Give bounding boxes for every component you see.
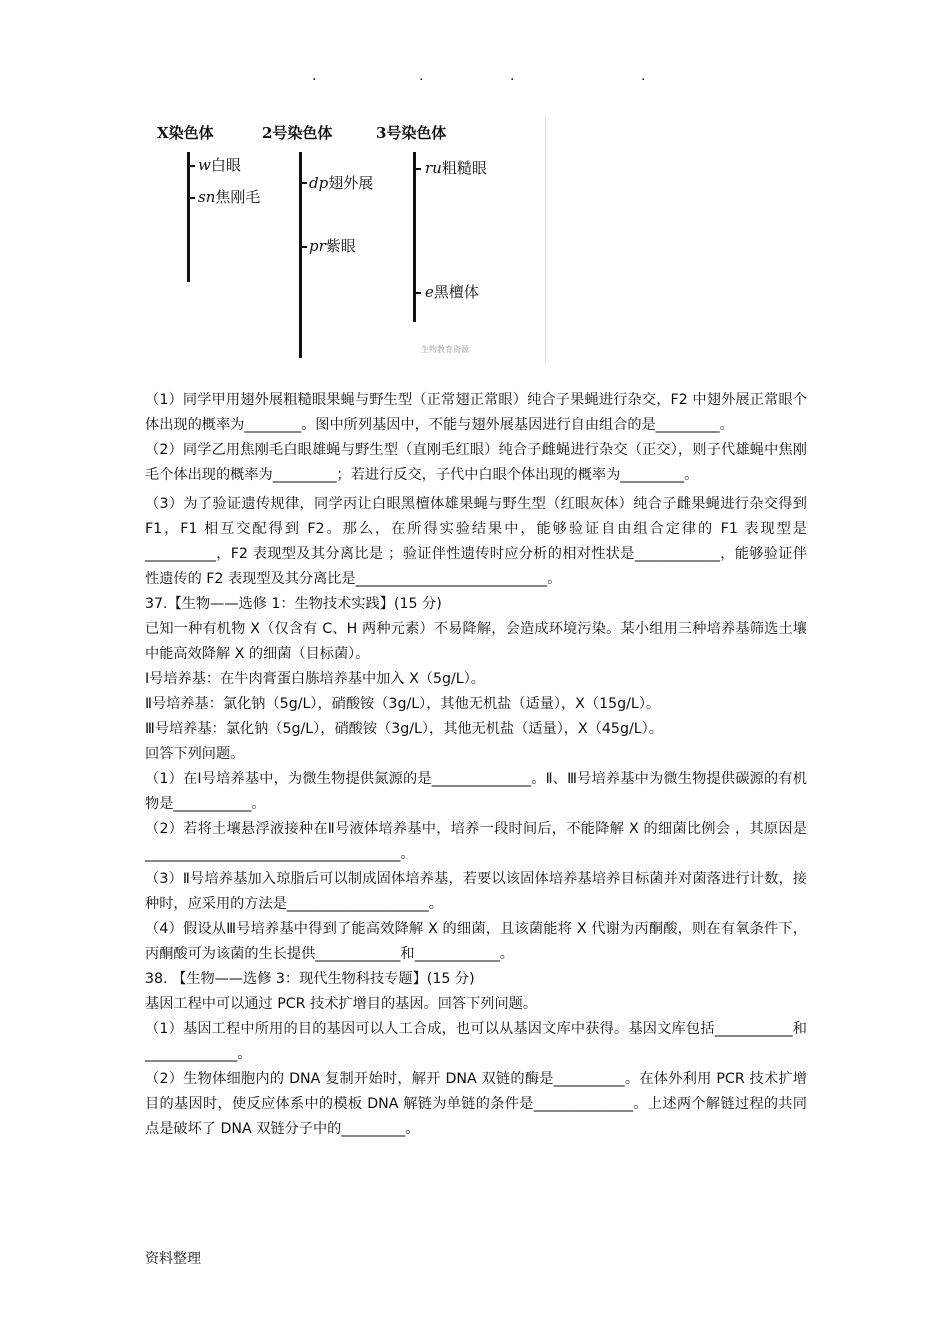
medium-1: Ⅰ号培养基：在牛肉膏蛋白胨培养基中加入 X（5g/L）。: [145, 671, 485, 687]
gene-sn: sn焦刚毛: [198, 188, 261, 206]
chromosome-title-x: X染色体: [157, 124, 214, 142]
q37-part2: （2）若将土壤悬浮液接种在Ⅱ号液体培养基中，培养一段时间后，不能降解 X 的细菌比例会 ，其原因是____________________________________。: [145, 821, 807, 862]
q38-intro: 基因工程中可以通过 PCR 技术扩增目的基因。回答下列问题。: [145, 996, 538, 1012]
watermark: 生物教育资源: [421, 345, 469, 354]
q38-part1: （1）基因工程中所用的目的基因可以人工合成，也可以从基因文库中获得。基因文库包括___________和_____________。: [145, 1021, 807, 1062]
gene-locus-tick: [302, 182, 307, 184]
gene-locus-tick: [416, 168, 421, 170]
chromosome-title-2: 2号染色体: [262, 124, 333, 142]
footer-label: 资料整理: [145, 1251, 201, 1267]
q37-part4: （4）假设从Ⅲ号培养基中得到了能高效降解 X 的细菌，且该菌能将 X 代谢为丙酮酸，则在有氧条件下，丙酮酸可为该菌的生长提供____________和____________。: [145, 921, 807, 962]
medium-3: Ⅲ号培养基：氯化钠（5g/L），硝酸铵（3g/L），其他无机盐（适量），X（45g/L）。: [145, 721, 663, 737]
header-dot: .: [419, 68, 424, 84]
x-chromosome-bar: [187, 152, 190, 282]
gene-w: w白眼: [198, 156, 241, 174]
gene-e: e黑檀体: [425, 283, 479, 301]
gene-locus-tick: [416, 292, 421, 294]
gene-locus-tick: [302, 246, 307, 248]
q37-heading: 37.【生物——选修 1：生物技术实践】(15 分): [145, 596, 442, 612]
header-dot: .: [312, 68, 317, 84]
medium-2: Ⅱ号培养基：氯化钠（5g/L），硝酸铵（3g/L），其他无机盐（适量），X（15g/L）。: [145, 696, 661, 712]
q36-part1: （1）同学甲用翅外展粗糙眼果蝇与野生型（正常翅正常眼）纯合子果蝇进行杂交，F2 中翅外展正常眼个体出现的概率为________。图中所列基因中，不能与翅外展基因进行自由组合的是_________。: [145, 392, 807, 433]
q37-part3: （3）Ⅱ号培养基加入琼脂后可以制成固体培养基，若要以该固体培养基培养目标菌并对菌落进行计数，接种时，应采用的方法是____________________。: [145, 871, 807, 912]
q38-part2: （2）生物体细胞内的 DNA 复制开始时，解开 DNA 双链的酶是__________。在体外利用 PCR 技术扩增目的基因时，使反应体系中的模板 DNA 解链为单链的条件是______________。上述两个解链过程的共同点是破坏了 DNA 双链分子中的_________。: [145, 1071, 807, 1137]
chromosome-3-bar: [413, 152, 416, 322]
gene-locus-tick: [190, 165, 195, 167]
answer-prompt: 回答下列问题。: [145, 746, 245, 762]
q37-part1: （1）在Ⅰ号培养基中，为微生物提供氮源的是______________。Ⅱ、Ⅲ号培养基中为微生物提供碳源的有机物是___________。: [145, 771, 807, 812]
q36-part2: （2）同学乙用焦刚毛白眼雄蝇与野生型（直刚毛红眼）纯合子雌蝇进行杂交（正交），则子代雄蝇中焦刚毛个体出现的概率为_________；若进行反交，子代中白眼个体出现的概率为_________。: [145, 442, 807, 483]
q38-heading: 38. 【生物——选修 3：现代生物科技专题】(15 分): [145, 971, 475, 987]
gene-pr: pr紫眼: [309, 237, 356, 255]
q36-part3: （3）为了验证遗传规律，同学丙让白眼黑檀体雄果蝇与野生型（红眼灰体）纯合子雌果蝇进行杂交得到 F1，F1 相互交配得到 F2。那么，在所得实验结果中，能够验证自由组合定律的 F1 表现型是__________，F2 表现型及其分离比是 ；验证伴性遗传时应分析的相对性状是____________，能够验证伴性遗传的 F2 表现型及其分离比是___________________________。: [145, 496, 807, 587]
header-dots: [0, 68, 950, 88]
chromosome-figure: [145, 118, 546, 362]
gene-ru: ru粗糙眼: [425, 159, 487, 177]
header-dot: .: [641, 68, 646, 84]
question-text: [145, 388, 807, 1142]
gene-locus-tick: [190, 197, 195, 199]
header-dot: .: [510, 68, 515, 84]
q37-intro: 已知一种有机物 X（仅含有 C、H 两种元素）不易降解，会造成环境污染。某小组用三种培养基筛选土壤中能高效降解 X 的细菌（目标菌）。: [145, 621, 807, 662]
gene-dp: dp翅外展: [309, 174, 374, 192]
chromosome-title-3: 3号染色体: [376, 124, 447, 142]
